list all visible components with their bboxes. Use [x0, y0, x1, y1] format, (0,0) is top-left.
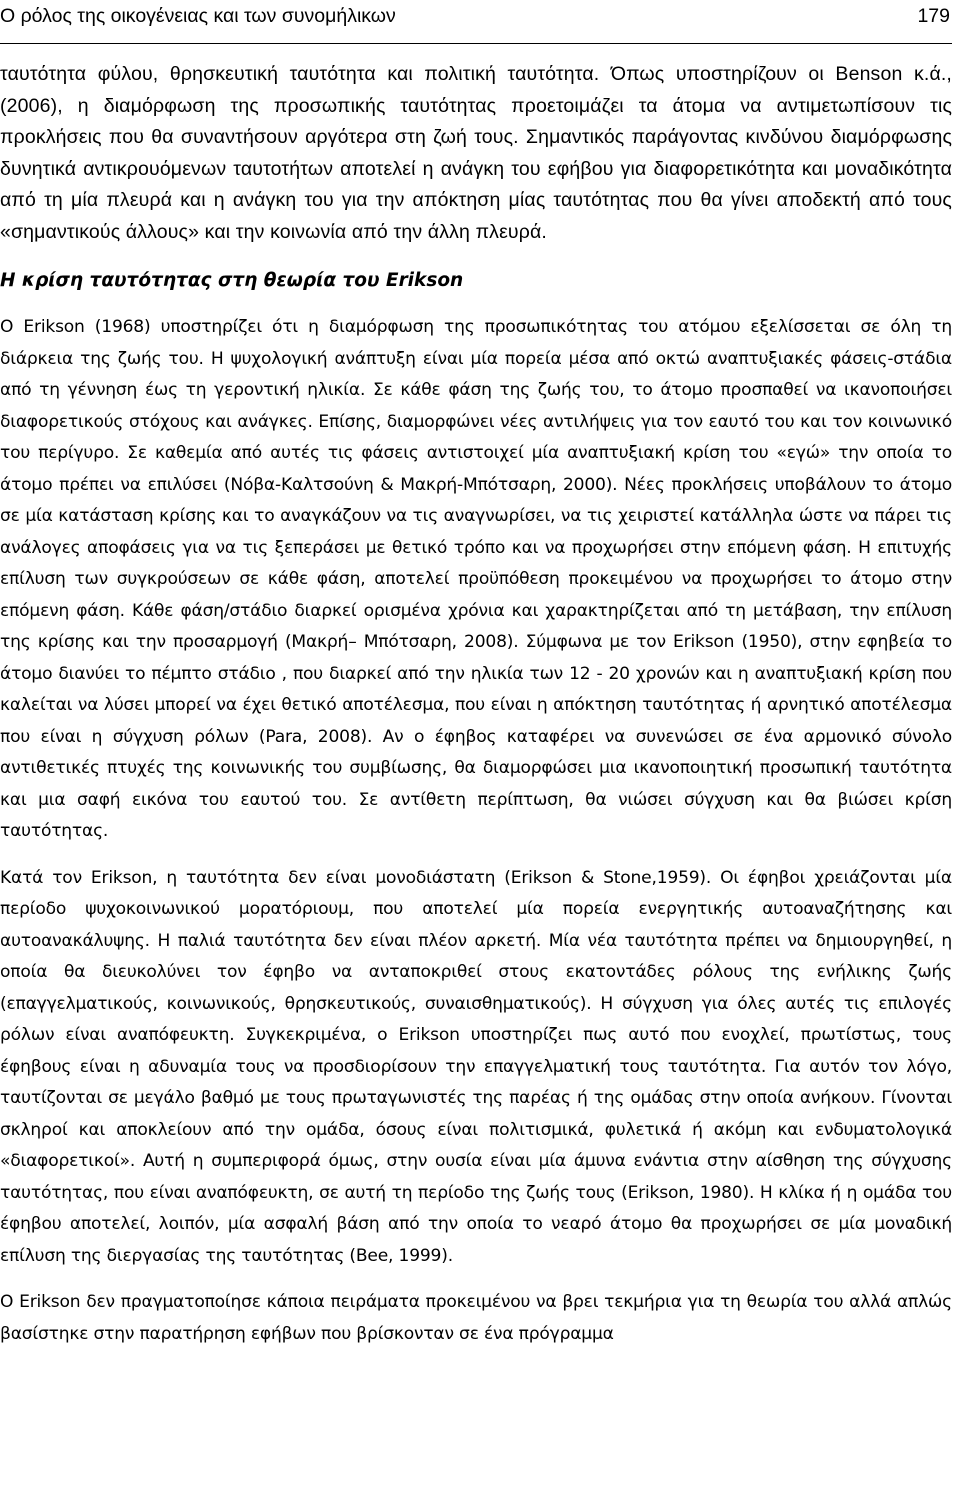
section-heading: Η κρίση ταυτότητας στη θεωρία του Erikson: [0, 270, 464, 291]
body-paragraph-1: Ο Erikson (1968) υποστηρίζει ότι η διαμόρφωση της προσωπικότητας του ατόμου εξελίσσεται σε όλη τη διάρκεια της ζωής του. Η ψυχολογική ανάπτυξη είναι μία πορεία μέσα από οκτώ αναπτυξιακές φάσεις-στάδια από τη γέννηση έως τη γεροντική ηλικία. Σε κάθε φάση της ζωής του, το άτομο προσπαθεί να ικανοποιήσει διαφορετικούς στόχους και ανάγκες. Επίσης, διαμορφώνει νέες αντιλήψεις για τον εαυτό του και τον κοινωνικό του περίγυρο. Σε καθεμία από αυτές τις φάσεις αντιστοιχεί μία αναπτυξιακή κρίση του «εγώ» την οποία το άτομο πρέπει να επιλύσει (Νόβα-Καλτσούνη & Μακρή-Μπότσαρη, 2000). Νέες προκλήσεις υποβάλουν το άτομο σε μία κατάσταση κρίσης και το αναγκάζουν να τις αναγνωρίσει, να τις χειριστεί κατάλληλα ώστε να πάρει τις ανάλογες αποφάσεις για να τις ξεπεράσει με θετικό τρόπο και να προχωρήσει στην επόμενη φάση. Η επιτυχής επίλυση των συγκρούσεων σε κάθε φάση, αποτελεί προϋπόθεση προκειμένου να προχωρήσει το άτομο στην επόμενη φάση. Κάθε φάση/στάδιο διαρκεί ορισμένα χρόνια και χαρακτηρίζεται από τη μετάβαση, την επίλυση της κρίσης και την προσαρμογή (Μακρή– Μπότσαρη, 2008). Σύμφωνα με τον Erikson (1950), στην εφηβεία το άτομο διανύει το πέμπτο στάδιο , που διαρκεί από την ηλικία των 12 - 20 χρονών και η αναπτυξιακή κρίση που καλείται να λύσει μπορεί να έχει θετικό αποτέλεσμα, που είναι η απόκτηση ταυτότητας ή αρνητικό αποτέλεσμα που είναι η σύγχυση ρόλων (Para, 2008). Αν ο έφηβος καταφέρει να συνενώσει σε ένα αρμονικό σύνολο αντιθετικές πτυχές της κοινωνικής του συμβίωσης, θα διαμορφώσει μια ικανοποιητική προσωπική ταυτότητα και μια σαφή εικόνα του εαυτού του. Σε αντίθετη περίπτωση, θα νιώσει σύγχυση και θα βιώσει κρίση ταυτότητας.: [0, 317, 952, 841]
body-paragraph-2: Κατά τον Erikson, η ταυτότητα δεν είναι μονοδιάστατη (Erikson & Stone,1959). Οι έφηβοι χρειάζονται μία περίοδο ψυχοκοινωνικού μορατόριουμ, που αποτελεί μία πορεία ενεργητικής αυτοαναζήτησης και αυτοανακάλυψης. Η παλιά ταυτότητα δεν είναι πλέον αρκετή. Μία νέα ταυτότητα πρέπει να δημιουργηθεί, η οποία θα διευκολύνει τον έφηβο να ανταποκριθεί στους εκατοντάδες ρόλους της ενήλικης ζωής (επαγγελματικούς, κοινωνικούς, θρησκευτικούς, συναισθηματικούς). Η σύγχυση για όλες αυτές τις επιλογές ρόλων είναι αναπόφευκτη. Συγκεκριμένα, ο Erikson υποστηρίζει πως αυτό που ενοχλεί, πρωτίστως, τους έφηβους είναι η αδυναμία τους να προσδιορίσουν την επαγγελματική τους ταυτότητα. Για αυτόν τον λόγο, ταυτίζονται σε μεγάλο βαθμό με τους πρωταγωνιστές της παρέας ή της ομάδας στην οποία ανήκουν. Γίνονται σκληροί και αποκλείουν από την ομάδα, όσους είναι πολιτισμικά, φυλετικά ή ακόμη και ενδυματολογικά «διαφορετικοί». Αυτή η συμπεριφορά όμως, στην ουσία είναι μία άμυνα ενάντια στην αίσθηση της σύγχυσης ταυτότητας, που είναι αναπόφευκτη, σε αυτή τη περίοδο της ζωής τους (Erikson, 1980). Η κλίκα ή η ομάδα του έφηβου αποτελεί, λοιπόν, μία ασφαλή βάση από την οποία το νεαρό άτομο θα προχωρήσει σε μία μοναδική επίλυση της διεργασίας της ταυτότητας (Bee, 1999).: [0, 867, 952, 1266]
running-header-title: Ο ρόλος της οικογένειας και των συνομήλικων: [0, 5, 396, 27]
page-body: [0, 59, 952, 1350]
running-header: [0, 0, 952, 44]
body-paragraph-3: Ο Erikson δεν πραγματοποίησε κάποια πειράματα προκειμένου να βρει τεκμήρια για τη θεωρία του αλλά απλώς βασίστηκε στην παρατήρηση εφήβων που βρίσκονταν σε ένα πρόγραμμα: [0, 1292, 952, 1344]
intro-paragraph: ταυτότητα φύλου, θρησκευτική ταυτότητα και πολιτική ταυτότητα. Όπως υποστηρίζουν οι Benson κ.ά., (2006), η διαμόρφωση της προσωπικής ταυτότητας προετοιμάζει τα άτομα να αντιμετωπίσουν τις προκλήσεις που θα συναντήσουν αργότερα στη ζωή τους. Σημαντικός παράγοντας κινδύνου διαμόρφωσης δυνητικά αντικρουόμενων ταυτοτήτων αποτελεί η ανάγκη του εφήβου για διαφορετικότητα και μοναδικότητα από τη μία πλευρά και η ανάγκη του για την απόκτηση μίας ταυτότητας που θα γίνει αποδεκτή από τους «σημαντικούς άλλους» και την κοινωνία από την άλλη πλευρά.: [0, 63, 952, 243]
page-number: 179: [917, 5, 950, 27]
